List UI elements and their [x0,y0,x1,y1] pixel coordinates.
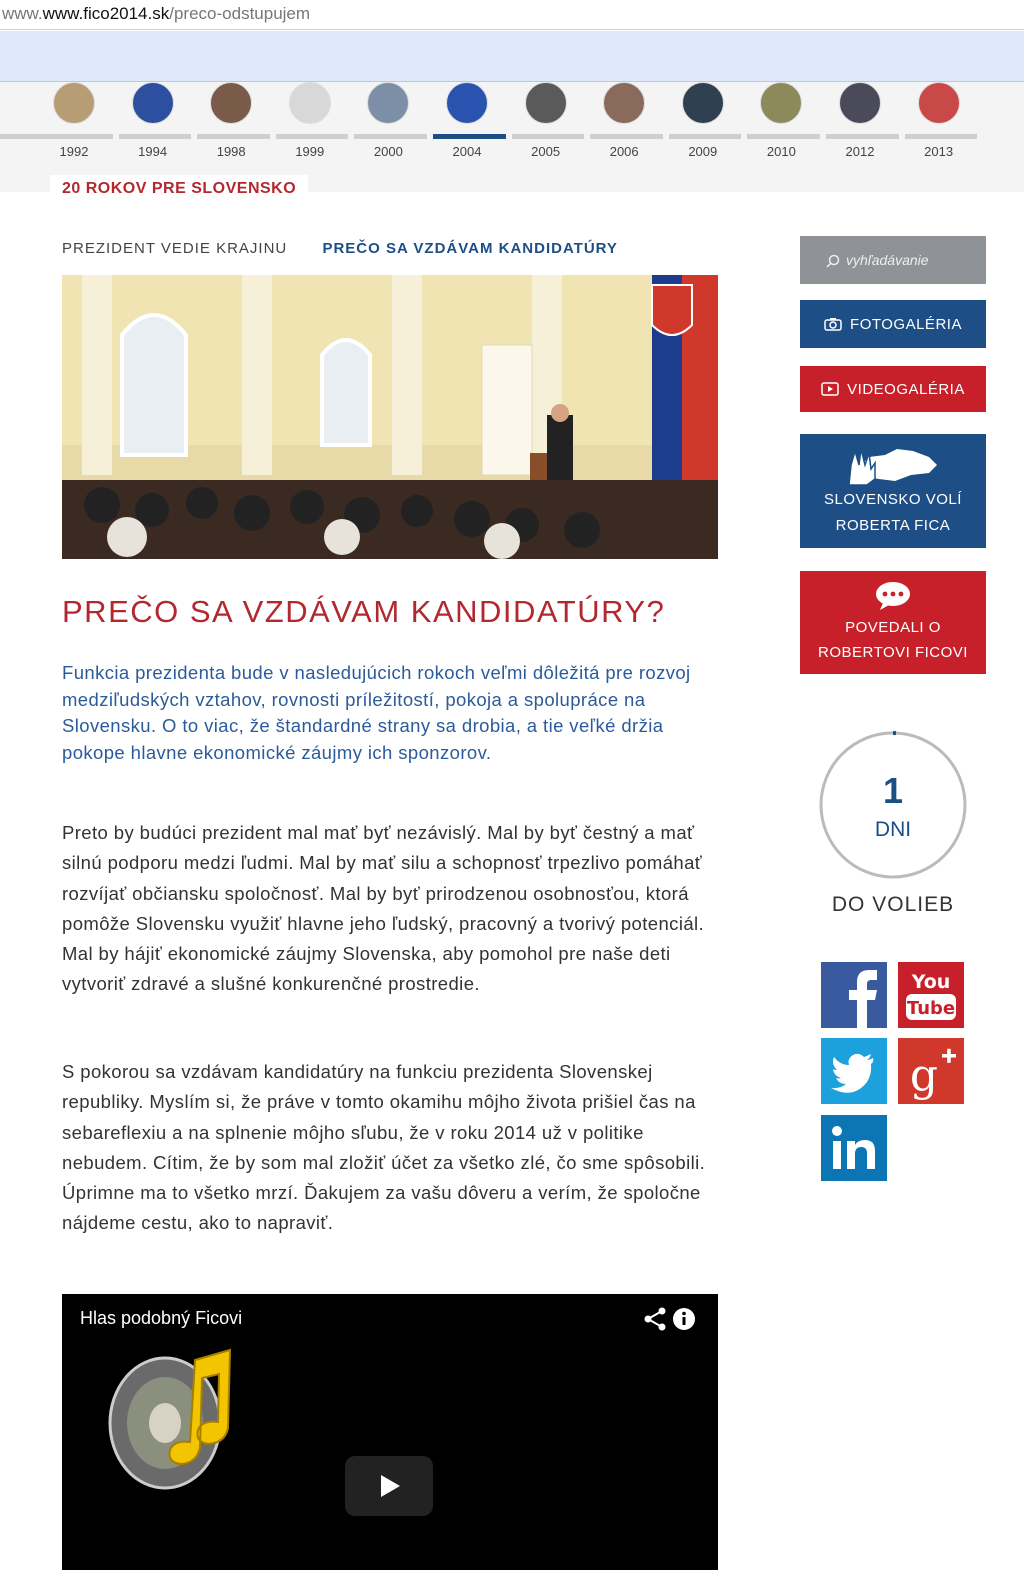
slovensko-line1: SLOVENSKO VOLÍ [824,491,962,508]
article-paragraph-2: Preto by budúci prezident mal mať byť nezávislý. Mal by byť čestný a mať silnú podporu medzi ľudmi. Mal by mať silu a schopnosť trpezlivo pomáhať rozvíjať občiansku spoločnosť. Mal by byť prirodzenou osobnosťou, ktorá pomôže Slovensku využiť hlavne jeho ľudský, pracovný a tvorivý potenciál. Mal by hájiť ekonomické záujmy Slovenska, aby pomohol pre naše deti vytvoriť zdravé a slušné konkurenčné prostredie. [62,822,705,995]
timeline-year: 2010 [766,144,796,159]
countdown-value: 1 [882,770,904,811]
povedali-line1: POVEDALI O [845,618,941,636]
breadcrumb-item-prezident[interactable]: PREZIDENT VEDIE KRAJINU [62,240,288,257]
play-button[interactable] [345,1456,433,1516]
slovensko-voli-button[interactable] [800,434,986,548]
timeline-year: 2009 [688,144,718,159]
timeline-item-2004[interactable] [437,82,497,159]
timeline-year: 1998 [216,144,246,159]
google-plus-icon [898,1038,964,1104]
video-title: Hlas podobný Ficovi [80,1308,243,1328]
twitter-icon [821,1038,887,1104]
countdown-label: DO VOLIEB [831,893,955,916]
timeline-track-segment [747,134,820,139]
article-paragraph-3: S pokorou sa vzdávam kandidatúry na funkciu prezidenta Slovenskej republiky. Myslím si, že práve v tomto okamihu môjho života prišiel čas na sebareflexiu a na splnenie môjho sľubu, že v roku 2014 už v politike nebudem. Cítim, že by som mal zložiť účet za všetko zlé, čo sme spôsobili. Úprimne ma to všetko mrzí. Ďakujem za vašu dôveru a verím, že spoločne nájdeme cestu, ako to napraviť. [62,1061,706,1234]
camera-icon [824,317,842,331]
timeline-item-2000[interactable] [358,82,418,159]
timeline-item-2005[interactable] [516,82,576,159]
timeline-track-segment [40,134,113,139]
tag-tab[interactable]: 20 ROKOV PRE SLOVENSKO [50,175,308,203]
timeline-thumbnail [918,82,960,124]
timeline-track-segment [590,134,663,139]
fotogaleria-button[interactable] [800,300,986,348]
timeline-thumbnail [682,82,724,124]
timeline-year: 1992 [59,144,89,159]
linkedin-link[interactable] [821,1115,887,1181]
timeline-year: 2006 [609,144,639,159]
article-paragraph-1: Funkcia prezidenta bude v nasledujúcich rokoch veľmi dôležitá pre rozvoj medziľudských vztahov, rovnosti príležitostí, pokoja a spolupráce na Slovensku. O to viac, že štandardné strany sa drobia, a tie veľké držia pokope hlavne ekonomické záujmy ich sponzorov. [62,662,691,763]
svg-text:g: g [909,1050,939,1101]
timeline-thumbnail [367,82,409,124]
timeline-thumbnail [839,82,881,124]
timeline-track-segment [119,134,192,139]
timeline-track-segment [905,134,978,139]
timeline-track-segment [512,134,585,139]
timeline-item-1998[interactable] [201,82,261,159]
timeline-item-1994[interactable] [123,82,183,159]
timeline-year: 2013 [924,144,954,159]
timeline-item-1999[interactable] [280,82,340,159]
video-icon [821,382,839,396]
url-path: /preco-odstupujem [169,4,311,23]
timeline-year: 1994 [138,144,168,159]
timeline-track-segment [433,134,506,139]
timeline-thumbnail [289,82,331,124]
timeline-item-2010[interactable] [751,82,811,159]
timeline-thumbnail [760,82,802,124]
timeline-thumbnail [446,82,488,124]
timeline-year: 2012 [845,144,875,159]
timeline-track-segment [669,134,742,139]
timeline-track-segment [0,134,40,139]
timeline-thumbnail [525,82,567,124]
play-icon [376,1473,402,1499]
google-plus-link[interactable] [898,1038,964,1104]
povedali-line2: ROBERTOVI FICOVI [818,643,968,661]
timeline-item-2006[interactable] [594,82,654,159]
video-player[interactable] [62,1294,718,1570]
browser-toolbar [0,31,1024,82]
slovensko-line2: ROBERTA FICA [835,517,951,534]
svg-text:Tube: Tube [906,998,956,1019]
countdown-unit: DNI [874,818,912,841]
article-title: PREČO SA VZDÁVAM KANDIDATÚRY? [62,594,666,629]
breadcrumb [62,240,618,257]
hall-photo-illustration [62,275,718,559]
timeline-item-2013[interactable] [909,82,969,159]
timeline-item-1992[interactable] [44,82,104,159]
timeline-year: 2004 [452,144,482,159]
facebook-link[interactable] [821,962,887,1028]
svg-text:You: You [911,971,951,993]
timeline-track-segment [276,134,349,139]
timeline-track-segment [354,134,427,139]
url-domain: www.fico2014.sk [42,4,170,23]
timeline-track-segment [826,134,899,139]
timeline-track-segment [197,134,270,139]
fotogaleria-label: FOTOGALÉRIA [850,315,962,333]
address-bar[interactable] [0,0,1024,30]
timeline-year: 1999 [295,144,325,159]
search-input[interactable] [800,236,986,284]
breadcrumb-item-current[interactable]: PREČO SA VZDÁVAM KANDIDATÚRY [322,240,618,257]
url-prefix: www. [2,4,43,23]
info-icon[interactable] [673,1308,695,1330]
speaker-music-icon [100,1338,250,1498]
timeline-thumbnail [53,82,95,124]
linkedin-icon [821,1115,887,1181]
videogaleria-button[interactable] [800,366,986,412]
timeline-thumbnail [210,82,252,124]
timeline-thumbnail [603,82,645,124]
twitter-link[interactable] [821,1038,887,1104]
facebook-icon [821,962,887,1028]
youtube-link[interactable] [898,962,964,1028]
timeline-thumbnail [132,82,174,124]
search-icon [826,254,840,268]
timeline-year: 2005 [531,144,561,159]
povedali-button[interactable] [800,571,986,674]
timeline-item-2012[interactable] [830,82,890,159]
videogaleria-label: VIDEOGALÉRIA [847,380,965,398]
timeline-item-2009[interactable] [673,82,733,159]
search-placeholder: vyhľadávanie [846,252,929,268]
timeline-year: 2000 [373,144,403,159]
hero-photo [62,275,718,559]
video-controls [644,1306,704,1337]
speech-bubble-icon [875,581,911,611]
slovakia-map-hand-icon [845,443,941,487]
share-icon[interactable] [645,1308,666,1331]
youtube-icon [898,962,964,1028]
